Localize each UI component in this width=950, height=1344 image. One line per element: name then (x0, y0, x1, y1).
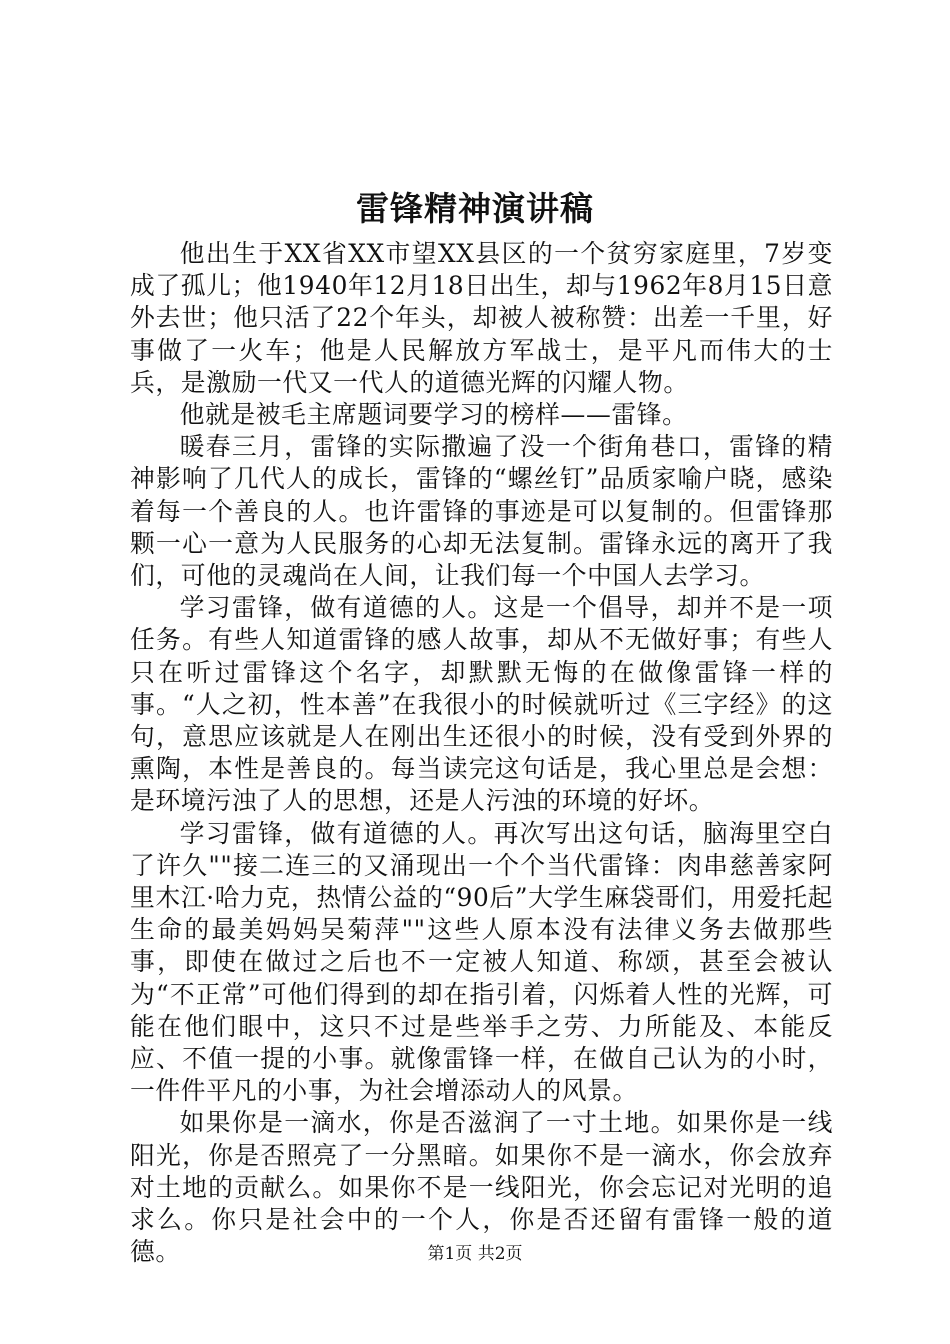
paragraph-6: 如果你是一滴水，你是否滋润了一寸土地。如果你是一线阳光，你是否照亮了一分黑暗。如果你不是一滴水，你会放弃对土地的贡献么。如果你不是一线阳光，你会忘记对光明的追求么。你只是社会中的一个人，你是否还留有雷锋一般的道德。 (130, 1108, 833, 1267)
paragraph-4: 学习雷锋，做有道德的人。这是一个倡导，却并不是一项任务。有些人知道雷锋的感人故事，却从不无做好事；有些人只在听过雷锋这个名字，却默默无悔的在做像雷锋一样的事。“人之初，性本善”在我很小的时候就听过《三字经》的这句，意思应该就是人在刚出生还很小的时候，没有受到外界的熏陶，本性是善良的。每当读完这句话是，我心里总是会想：是环境污浊了人的思想，还是人污浊的环境的好坏。 (130, 593, 833, 816)
paragraph-5: 学习雷锋，做有道德的人。再次写出这句话，脑海里空白了许久""接二连三的又涌现出一个个当代雷锋：肉串慈善家阿里木江·哈力克，热情公益的“90后”大学生麻袋哥们，用爱托起生命的最美妈妈吴菊萍""这些人原本没有法律义务去做那些事，即使在做过之后也不一定被人知道、称颂，甚至会被认为“不正常”可他们得到的却在指引着，闪烁着人性的光辉，可能在他们眼中，这只不过是些举手之劳、力所能及、本能反应、不值一提的小事。就像雷锋一样，在做自己认为的小时，一件件平凡的小事，为社会增添动人的风景。 (130, 818, 833, 1106)
paragraph-1: 他出生于XX省XX市望XX县区的一个贫穷家庭里，7岁变成了孤儿；他1940年12月18日出生，却与1962年8月15日意外去世；他只活了22个年头，却被人被称赞：出差一千里，好事做了一火车；他是人民解放方军战士，是平凡而伟大的士兵，是激励一代又一代人的道德光辉的闪耀人物。 (130, 239, 833, 397)
page-number-footer: 第1页 共2页 (427, 1244, 523, 1264)
paragraph-3: 暖春三月，雷锋的实际撒遍了没一个街角巷口，雷锋的精神影响了几代人的成长，雷锋的“螺丝钉”品质家喻户晓，感染着每一个善良的人。也许雷锋的事迹是可以复制的。但雷锋那颗一心一意为人民服务的心却无法复制。雷锋永远的离开了我们，可他的灵魂尚在人间，让我们每一个中国人去学习。 (130, 432, 833, 591)
paragraph-2: 他就是被毛主席题词要学习的榜样——雷锋。 (179, 400, 688, 430)
document-title: 雷锋精神演讲稿 (356, 189, 594, 228)
document-body (130, 238, 833, 1269)
